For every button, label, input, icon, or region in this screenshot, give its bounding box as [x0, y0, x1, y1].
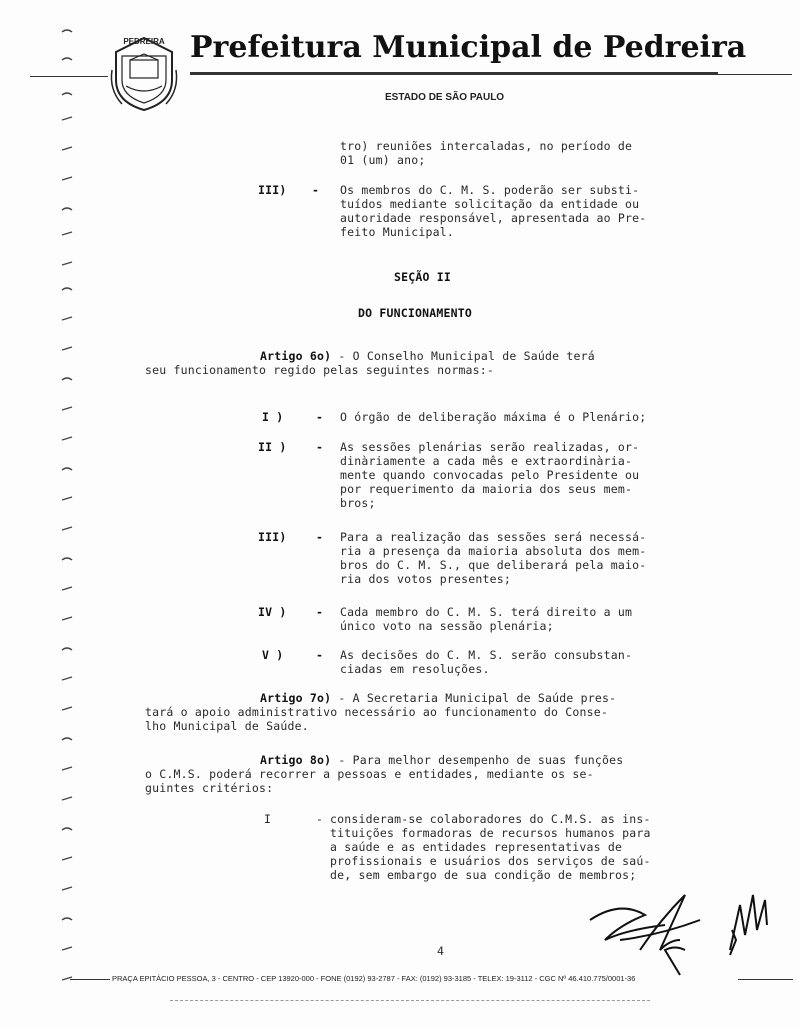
continuation-text: tro) reuniões intercaladas, no período de 01 (um) ano; [340, 139, 633, 167]
item-text: Para a realização das sessões será necessá- ria a presença da maioria absoluta dos mem- bros do C. M. S., que deliberará pela maio- ria dos votos presentes; [340, 530, 647, 586]
item-number: III) [258, 183, 287, 197]
article-6 [145, 349, 745, 377]
article-label: Artigo 7o) [260, 691, 332, 705]
item-number: II ) [258, 440, 287, 454]
page-number: 4 [437, 944, 445, 958]
bottom-scan-line [170, 1000, 650, 1001]
article-text-first: - O Conselho Municipal de Saúde terá [338, 349, 595, 363]
section-subtitle: DO FUNCIONAMENTO [358, 306, 472, 320]
footer-rule-right [738, 979, 793, 980]
header-rule [190, 72, 718, 75]
margin-marks [60, 20, 74, 1010]
item-dash: - [316, 530, 324, 544]
item-dash: - [316, 605, 324, 619]
article-text-rest: tará o apoio administrativo necessário ao funcionamento do Conse- lho Municipal de Saúde. [145, 705, 609, 733]
item-dash: - [316, 648, 324, 662]
item-text: Cada membro do C. M. S. terá direito a um único voto na sessão plenária; [340, 605, 633, 633]
footer-address: PRAÇA EPITÁCIO PESSOA, 3 - CENTRO - CEP 13920-000 - FONE (0192) 93-2787 - FAX: (0192) 93-3185 - TELEX: 19-3112 - CGC Nº 46.410.775/0001-36 [112, 974, 636, 983]
item-number: I ) [262, 410, 284, 424]
article-text-rest: seu funcionamento regido pelas seguintes normas:- [145, 363, 495, 377]
municipal-seal-logo [108, 30, 180, 112]
article-7 [145, 691, 745, 733]
item-text: consideram-se colaboradores do C.M.S. as ins- tituições formadoras de recursos humanos para a saúde e as entidades representativas de profissionais e usuários dos serviços de saú- de, sem embargo de sua condição de membros; [330, 812, 651, 882]
section-title: SEÇÃO II [394, 270, 451, 284]
item-text: As sessões plenárias serão realizadas, or- dinàriamente a cada mês e extraordinària- mente quando convocadas pelo Presidente ou por requerimento da maioria dos seus mem- bros; [340, 440, 640, 510]
article-text-first: - Para melhor desempenho de suas funções [338, 753, 624, 767]
item-number: IV ) [258, 605, 287, 619]
item-text: Os membros do C. M. S. poderão ser substi- tuídos mediante solicitação da entidade ou autoridade responsável, apresentada ao Pre- feito Municipal. [340, 183, 647, 239]
header-rule-left [30, 76, 108, 77]
item-number: III) [258, 530, 287, 544]
header-rule-right [718, 74, 792, 75]
item-dash: - [312, 183, 320, 197]
item-number: V ) [262, 648, 284, 662]
item-dash: - [316, 410, 324, 424]
item-dash: - [316, 812, 324, 826]
footer-rule-left [70, 979, 110, 980]
article-label: Artigo 6o) [260, 349, 332, 363]
state-subtitle: ESTADO DE SÃO PAULO [385, 92, 505, 103]
item-number: I [264, 812, 272, 826]
article-text-first: - A Secretaria Municipal de Saúde pres- [338, 691, 617, 705]
article-8 [145, 753, 745, 795]
item-text: As decisões do C. M. S. serão consubstan- ciadas em resoluções. [340, 648, 633, 676]
seal-text: PEDREIRA [123, 37, 165, 46]
municipality-title: Prefeitura Municipal de Pedreira [190, 30, 747, 65]
article-text-rest: o C.M.S. poderá recorrer a pessoas e entidades, mediante os se- guintes critérios: [145, 767, 594, 795]
article-label: Artigo 8o) [260, 753, 332, 767]
item-dash: - [316, 440, 324, 454]
item-text: O órgão de deliberação máxima é o Plenário; [340, 410, 647, 424]
